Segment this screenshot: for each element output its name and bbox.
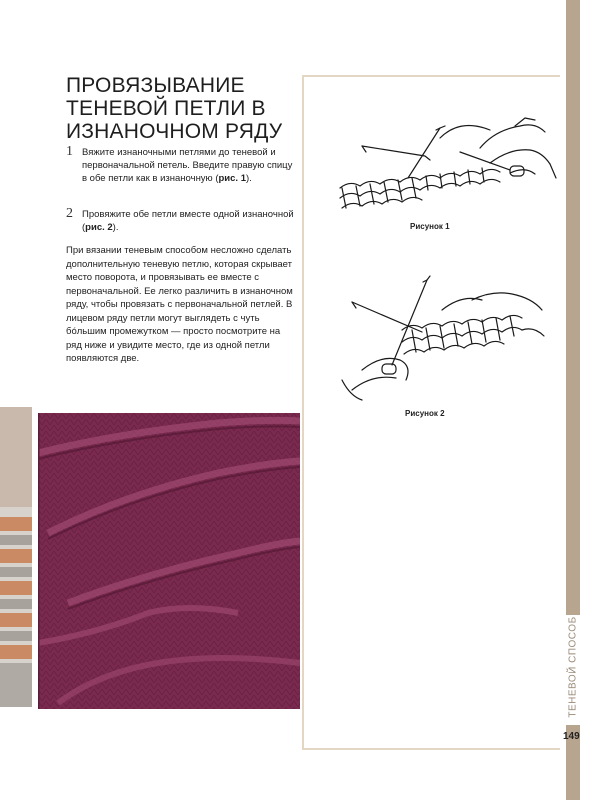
step-text: Вяжите изнаночными петлями до теневой и первоначальной петель. Введите правую спицу в обе петли как в изнаночную (рис. 1).	[82, 147, 293, 184]
knitting-illustration-1	[320, 108, 560, 228]
figure-reference: рис. 1	[218, 173, 246, 184]
figure-reference: рис. 2	[85, 222, 113, 233]
step-1	[66, 146, 296, 202]
figure-caption-1: Рисунок 1	[410, 222, 450, 231]
photo-striped-garment	[0, 407, 32, 707]
step-text: Провяжите обе петли вместе одной изнаночной (рис. 2).	[82, 209, 294, 233]
page-number: 149	[563, 731, 580, 742]
figure-caption-2: Рисунок 2	[405, 409, 445, 418]
step-number: 2	[66, 206, 73, 221]
knitting-illustration-2	[322, 270, 554, 410]
page-title: ПРОВЯЗЫВАНИЕ ТЕНЕВОЙ ПЕТЛИ В ИЗНАНОЧНОМ РЯДУ	[66, 74, 283, 143]
section-label: ТЕНЕВОЙ СПОСОБ	[567, 616, 579, 718]
photo-knitted-fabric	[38, 413, 300, 709]
body-paragraph: При вязании теневым способом несложно сделать дополнительную теневую петлю, которая скрывает место поворота, и провязывать ее вместе с первоначальной. Ее легко различить в изнаночном ряду, чтобы провязать с первоначальной петлей. В лицевом ряду петли могут выглядеть с чуть бóльшим промежутком — просто посмотрите на ряд ниже и увидите место, где из одной петли появляются две.	[66, 245, 293, 364]
step-2	[66, 208, 296, 238]
step-number: 1	[66, 144, 73, 159]
